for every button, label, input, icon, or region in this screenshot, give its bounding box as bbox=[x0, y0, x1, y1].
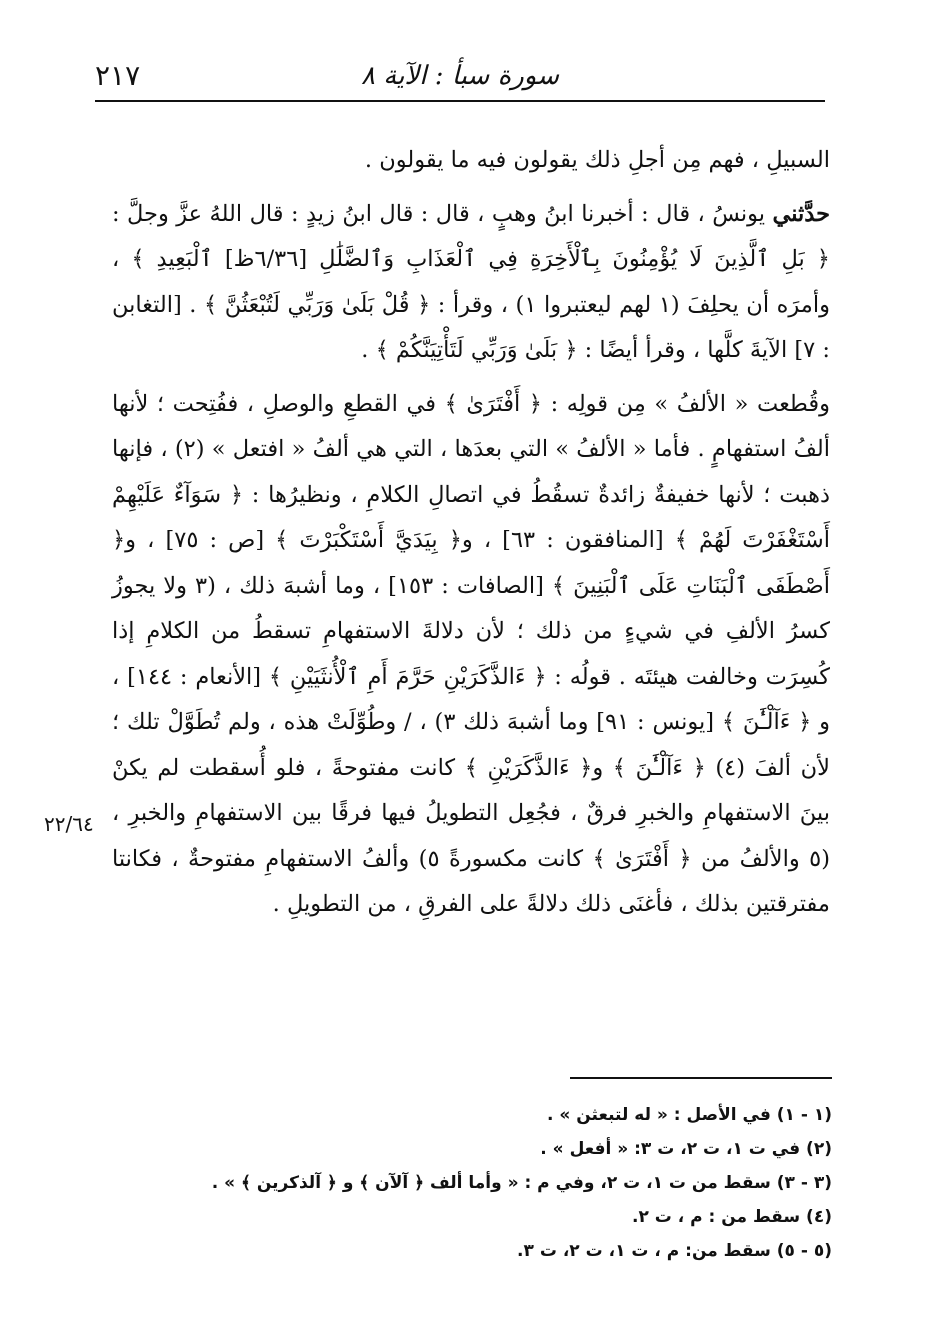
footnote-5: (٥ - ٥) سقط من: م ، ت ١، ت ٢، ت ٣. bbox=[517, 1241, 832, 1261]
paragraph-3: وقُطعت « الألفُ » مِن قولِه : ﴿ أَفْتَرَىٰ ﴾ في القطعِ والوصلِ ، ففُتِحت ؛ لأنها ألفُ استفهامٍ . فأما « الألفُ » التي بعدَها ، التي هي ألفُ « افتعل » (٢) ، فإنها ذهبت ؛ لأنها خفيفةٌ زائدةٌ تسقُطُ في اتصالِ الكلامِ ، ونظيرُها : ﴿ سَوَآءٌ عَلَيْهِمْ أَسْتَغْفَرْتَ لَهُمْ ﴾ [المنافقون : ٦٣] ، و﴿ بِيَدَيَّ أَسْتَكْبَرْتَ ﴾ [ص : ٧٥] ، و﴿ أَصْطَفَى ٱلْبَنَاتِ عَلَى ٱلْبَنِينَ ﴾ [الصافات : ١٥٣] ، وما أشبهَ ذلك ، (٣ ولا يجوزُ كسرُ الألفِ في شيءٍ من ذلك ؛ لأن دلالةَ الاستفهامِ تسقطُ من الكلامِ إذا كُسِرَت وخالفت هيئتَه . قولُه : ﴿ ءَالذَّكَرَيْنِ حَرَّمَ أَمِ ٱلْأُنثَيَيْنِ ﴾ [الأنعام : ١٤٤] ، و ﴿ ءَآلْـَٰٔنَ ﴾ [يونس : ٩١] وما أشبهَ ذلك ٣) ، / وطُوِّلَتْ هذه ، ولم تُطَوَّلْ تلك ؛ لأن ألفَ (٤) ﴿ ءَآلْـَٰٔنَ ﴾ و﴿ ءَالذَّكَرَيْنِ ﴾ كانت مفتوحةً ، فلو أُسقطت لم يكنْ بينَ الاستفهامِ والخبرِ فرقٌ ، فجُعِل التطويلُ فيها فرقًا بين الاستفهامِ والخبرِ ، (٥ والألفُ من ﴿ أَفْتَرَىٰ ﴾ كانت مكسورةً ٥) وألفُ الاستفهامِ مفتوحةٌ ، فكانتا مفترقتين بذلك ، فأغنَى ذلك دلالةً على الفرقِ ، من التطويلِ . bbox=[112, 390, 831, 917]
paragraph-2 bbox=[112, 192, 830, 374]
footnote-divider bbox=[570, 1077, 832, 1079]
page-number: ٢١٧ bbox=[95, 59, 141, 92]
footnote-2: (٢) في ت ١، ت ٢، ت ٣: « أفعل » . bbox=[540, 1139, 832, 1159]
footnote-4: (٤) سقط من : م ، ت ٢. bbox=[631, 1207, 832, 1227]
page-header bbox=[95, 55, 825, 97]
footnote-1: (١ - ١) في الأصل : « له لتبعثن » . bbox=[546, 1105, 832, 1125]
paragraph-2-text: يونسُ ، قال : أخبرنا ابنُ وهبٍ ، قال : قال ابنُ زيدٍ : قال اللهُ عزَّ وجلَّ : ﴿ بَلِ ٱلَّذِينَ لَا يُؤْمِنُونَ بِٱلْأَخِرَةِ فِي ٱلْعَذَابِ وَٱلضَّلَٰلِ [٦/٣٦ظ] ٱلْبَعِيدِ ﴾ ، وأمرَه أن يحلِفَ (١ لهم ليعتبروا ١) ، وقرأ : ﴿ قُلْ بَلَىٰ وَرَبِّي لَتُبْعَثُنَّ ﴾ . [التغابن : ٧] الآيةَ كلَّها ، وقرأ أيضًا : ﴿ بَلَىٰ وَرَبِّي لَتَأْتِيَنَّكُمْ ﴾ . bbox=[112, 200, 830, 363]
manuscript-folio-marker: ٢٢/٦٤ bbox=[44, 812, 94, 836]
paragraph-1: السبيلِ ، فهم مِن أجلِ ذلك يقولون فيه ما يقولون . bbox=[364, 147, 830, 173]
running-title: سورة سبأ : الآية ٨ bbox=[361, 61, 559, 91]
narration-lead: حدَّثني bbox=[772, 200, 830, 227]
footnotes bbox=[200, 1098, 832, 1268]
footnote-3: (٣ - ٣) سقط من ت ١، ت ٢، وفي م : « وأما ألف ﴿ آلآن ﴾ و ﴿ آلذكرين ﴾ » . bbox=[211, 1173, 832, 1193]
header-divider bbox=[95, 100, 825, 102]
main-text bbox=[112, 138, 830, 928]
